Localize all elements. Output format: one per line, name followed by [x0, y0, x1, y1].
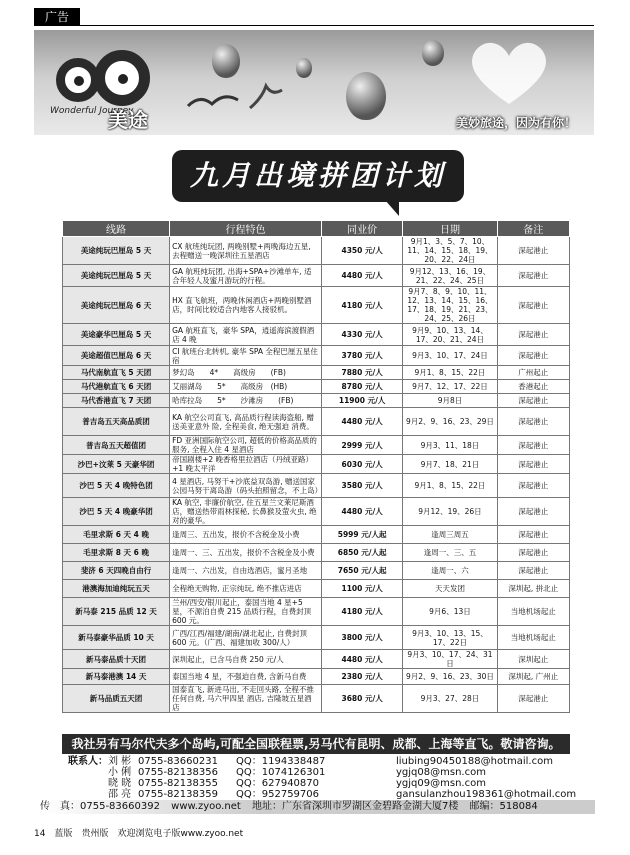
note-cell: 深起港止 [497, 324, 569, 346]
table-body [63, 237, 570, 713]
price-cell: 7880 元/人 [321, 366, 402, 380]
feature-cell: 逢周一、三、五出发，报价不含税金及小费 [170, 544, 322, 562]
table-row [63, 685, 570, 713]
note-cell: 深起港止 [497, 436, 569, 455]
note-cell: 深圳起, 拼北止 [497, 580, 569, 598]
feature-cell: 广西/江西/福建/湖南/湖北起止, 自费封顶 600 元。（广西、福建加收 300/人） [170, 626, 322, 650]
table-row [63, 455, 570, 474]
note-cell: 深起港止 [497, 394, 569, 408]
feature-cell: CX 航班纯玩团, 两晚别墅+两晚海边五星, 去程赠送一晚深圳往五星酒店 [170, 237, 322, 265]
table-row [63, 237, 570, 265]
feature-cell: 逢周一、六出发，自由选酒店，蜜月圣地 [170, 562, 322, 580]
dates-cell: 9月12、13、16、19、21、22、24、25日 [403, 265, 497, 287]
dates-cell: 9月1、8、15、22日 [403, 366, 497, 380]
contact-name: 小 俐 [108, 767, 132, 778]
dates-cell: 天天发团 [403, 580, 497, 598]
contact-email[interactable]: liubing90450188@hotmail.com [396, 756, 553, 767]
price-cell: 6030 元/人 [321, 455, 402, 474]
note-cell: 深起港止 [497, 408, 569, 436]
price-cell: 4350 元/人 [321, 237, 402, 265]
feature-cell: CI 航班台北转机, 豪华 SPA 全程巴厘五星住宿 [170, 346, 322, 366]
contact-row [68, 778, 576, 789]
contact-qq: QQ：1074126301 [236, 767, 326, 778]
dates-cell: 9月7、18、21日 [403, 455, 497, 474]
route-cell: 马代香港直飞 7 天团 [63, 394, 170, 408]
contact-row [68, 789, 576, 800]
feature-cell: 深圳起止，已含马自费 250 元/人 [170, 650, 322, 669]
price-cell: 4480 元/人 [321, 408, 402, 436]
postcode-text: 邮编：518084 [469, 801, 538, 812]
table-row [63, 265, 570, 287]
contact-email[interactable]: gansulanzhou198361@hotmail.com [396, 789, 577, 800]
header-feature: 行程特色 [170, 221, 322, 237]
contact-list [68, 756, 576, 800]
dates-cell: 逢周一、六 [403, 562, 497, 580]
price-cell: 3780 元/人 [321, 346, 402, 366]
dates-cell: 9月3、10、17、24、31日 [403, 650, 497, 669]
note-cell: 当地机场起止 [497, 598, 569, 626]
price-cell: 7650 元/人起 [321, 562, 402, 580]
dates-cell: 9月7、8、9、10、11、12、13、14、15、16、17、18、19、21、23、24、25、26日 [403, 287, 497, 324]
route-cell: 美途纯玩巴厘岛 5 天 [63, 265, 170, 287]
note-cell: 深起港止 [497, 287, 569, 324]
route-cell: 普吉岛五天超值团 [63, 436, 170, 455]
brand-banner [34, 30, 594, 135]
price-cell: 4480 元/人 [321, 498, 402, 526]
feature-cell: KA 航空, 非廉价航空, 住五星兰文莱尼斯酒店，赠送热带雨林探秘, 长鼻猴及萤火虫, 绝对的豪华。 [170, 498, 322, 526]
note-cell: 深起港止 [497, 346, 569, 366]
contact-email[interactable]: ygjq09@msn.com [396, 778, 486, 789]
brand-logo [50, 40, 180, 132]
logo-eye-right [118, 74, 128, 84]
table-row [63, 380, 570, 394]
note-cell: 深起港止 [497, 474, 569, 498]
dates-cell: 9月8日 [403, 394, 497, 408]
top-divider [34, 25, 594, 26]
price-cell: 4330 元/人 [321, 324, 402, 346]
table-row [63, 562, 570, 580]
table-row [63, 544, 570, 562]
address-text: 地址：广东省深圳市罗湖区金碧路金湖大厦7楼 [251, 801, 459, 812]
price-cell: 4480 元/人 [321, 265, 402, 287]
feature-cell: GA 航班直飞，豪华 SPA，逍遥海滨渡假酒店 4 晚 [170, 324, 322, 346]
route-cell: 毛里求斯 8 天 6 晚 [63, 544, 170, 562]
price-cell: 4180 元/人 [321, 287, 402, 324]
route-cell: 美途超值巴厘岛 6 天 [63, 346, 170, 366]
heart-icon [464, 38, 554, 108]
table-row [63, 346, 570, 366]
contact-phone: 0755-82138359 [138, 789, 218, 800]
feature-cell: HX 直飞航班，两晚休闲酒店+两晚别墅酒店，时间比较适合内地客人接驳机。 [170, 287, 322, 324]
balloon-icon [212, 44, 240, 78]
feature-cell: GA 航班纯玩团, 出海+SPA+沙滩单车, 适合年轻人及蜜月游玩的行程。 [170, 265, 322, 287]
contact-qq: QQ：627940870 [236, 778, 320, 789]
table-header-row [63, 221, 570, 237]
feature-cell: 梦幻岛 4* 高级房 (FB) [170, 366, 322, 380]
table-row [63, 366, 570, 380]
route-cell: 马代南航直飞 5 天团 [63, 366, 170, 380]
dates-cell: 逢周一、三、五 [403, 544, 497, 562]
route-cell: 普吉岛五天高品质团 [63, 408, 170, 436]
route-cell: 新马品质五天团 [63, 685, 170, 713]
note-cell: 深圳起止 [497, 650, 569, 669]
table-row [63, 474, 570, 498]
table-row [63, 436, 570, 455]
note-cell: 深起港止 [497, 526, 569, 544]
price-cell: 8780 元/人 [321, 380, 402, 394]
note-cell: 当地机场起止 [497, 626, 569, 650]
route-cell: 沙巴+汶莱 5 天豪华团 [63, 455, 170, 474]
header-dates: 日期 [403, 221, 497, 237]
table-row [63, 498, 570, 526]
contact-name: 刘 彬 [108, 756, 132, 767]
note-cell: 深起港止 [497, 455, 569, 474]
price-cell: 1100 元/人 [321, 580, 402, 598]
table-row [63, 580, 570, 598]
dates-cell: 逢周三周五 [403, 526, 497, 544]
feature-cell: 逢周三、五出发，报价不含税金及小费 [170, 526, 322, 544]
contact-phone: 0755-82138356 [138, 767, 218, 778]
feature-cell: FD 亚洲国际航空公司, 超低的价格高品质的服务, 全程入住 4 星酒店 [170, 436, 322, 455]
contact-phone: 0755-83660231 [138, 756, 218, 767]
feature-cell: 哈库拉岛 5* 沙滩房 (FB) [170, 394, 322, 408]
dates-cell: 9月3、11、18日 [403, 436, 497, 455]
title-bubble-tail [385, 200, 399, 216]
feature-cell: 4 星酒店, 马努干+沙底益双岛游, 赠送国家公园马努干离岛游（码头拍照留念，不上岛） [170, 474, 322, 498]
bottom-banner: 我社另有马尔代夫多个岛屿,可配全国联程票,另马代有昆明、成都、上海等直飞。敬请咨询。 [62, 734, 570, 754]
table-row [63, 650, 570, 669]
logo-eye-left [74, 76, 84, 86]
tour-table [62, 220, 570, 713]
brand-slogan: 美妙旅途，因为有你！ [455, 116, 576, 130]
route-cell: 沙巴 5 天 4 晚豪华团 [63, 498, 170, 526]
note-cell: 深起港止 [497, 562, 569, 580]
header-route: 线路 [63, 221, 170, 237]
table-row [63, 598, 570, 626]
table-row [63, 324, 570, 346]
balloon-icon [422, 40, 444, 66]
seagull-icon [186, 88, 246, 118]
dates-cell: 9月3、10、17、24日 [403, 346, 497, 366]
dates-cell: 9月7、12、17、22日 [403, 380, 497, 394]
note-cell: 深圳起, 广州止 [497, 669, 569, 685]
route-cell: 新马泰豪华品质 10 天 [63, 626, 170, 650]
feature-cell: 帝国剧楼+2 晚香格里拉酒店（丹绒亚路）+1 晚太平洋 [170, 455, 322, 474]
contact-email[interactable]: ygjq08@msn.com [396, 767, 486, 778]
table-row [63, 669, 570, 685]
website-link[interactable]: www.zyoo.net [171, 801, 241, 812]
balloon-icon [296, 58, 312, 78]
note-cell: 深起港止 [497, 685, 569, 713]
contact-name: 晓 晓 [108, 778, 132, 789]
route-cell: 新马泰品质十天团 [63, 650, 170, 669]
feature-cell: 国泰直飞, 新进马出, 不走回头路, 全程不推任何自费, 马六甲四星 酒店, 吉隆坡五星酒店 [170, 685, 322, 713]
route-cell: 美途豪华巴厘岛 5 天 [63, 324, 170, 346]
feature-cell: 艾丽湖岛 5* 高级房 (HB) [170, 380, 322, 394]
table-row [63, 408, 570, 436]
price-cell: 3680 元/人 [321, 685, 402, 713]
dates-cell: 9月1、8、15、22日 [403, 474, 497, 498]
feature-cell: 兰州/西安/银川起止，泰国当地 4 星+5 星，不源泊自费 215 品质行程，自费封顶 600 元。 [170, 598, 322, 626]
note-cell: 香港起止 [497, 380, 569, 394]
note-cell: 深起港止 [497, 265, 569, 287]
contact-name: 邵 亮 [108, 789, 132, 800]
price-cell: 2999 元/人 [321, 436, 402, 455]
price-cell: 2380 元/人 [321, 669, 402, 685]
contact-qq: QQ：952759706 [236, 789, 320, 800]
feature-cell: KA 航空公司直飞, 高品质行程读海盗船, 赠送美亚意外 险, 全程美食, 绝无强迫 消费。 [170, 408, 322, 436]
price-cell: 3800 元/人 [321, 626, 402, 650]
dates-cell: 9月2、9、16、23、29日 [403, 408, 497, 436]
price-cell: 3580 元/人 [321, 474, 402, 498]
feature-cell: 泰国当地 4 星，不强迫自费, 含新马自费 [170, 669, 322, 685]
price-cell: 6850 元/人起 [321, 544, 402, 562]
ad-tag: 广告 [34, 8, 80, 26]
dates-cell: 9月6、13日 [403, 598, 497, 626]
note-cell: 广州起止 [497, 366, 569, 380]
price-cell: 4180 元/人 [321, 598, 402, 626]
page-footer: 14 蓝版 贵州版 欢迎浏览电子版www.zyoo.net [34, 829, 244, 839]
route-cell: 美途纯玩巴厘岛 5 天 [63, 237, 170, 265]
route-cell: 马代港航直飞 6 天团 [63, 380, 170, 394]
note-cell: 深起港止 [497, 498, 569, 526]
feature-cell: 全程绝无购物, 正宗纯玩, 绝不推店进店 [170, 580, 322, 598]
contact-row [68, 767, 576, 778]
route-cell: 新马泰 215 品质 12 天 [63, 598, 170, 626]
dates-cell: 9月12、19、26日 [403, 498, 497, 526]
route-cell: 沙巴 5 天 4 晚特色团 [63, 474, 170, 498]
route-cell: 港澳海加迪纯玩五天 [63, 580, 170, 598]
dates-cell: 9月9、10、13、14、17、20、21、24日 [403, 324, 497, 346]
route-cell: 美途纯玩巴厘岛 6 天 [63, 287, 170, 324]
table-row [63, 394, 570, 408]
dates-cell: 9月3、27、28日 [403, 685, 497, 713]
route-cell: 斐济 6 天四晚自由行 [63, 562, 170, 580]
fax-number: 传 真：0755-83660392 [40, 801, 160, 812]
seagull-icon [246, 78, 286, 114]
table-row [63, 626, 570, 650]
contact-phone: 0755-82138355 [138, 778, 218, 789]
contact-row [68, 756, 576, 767]
contact-label: 联系人： [68, 756, 108, 767]
logo-chinese: 美途 [108, 108, 148, 132]
price-cell: 5999 元/人起 [321, 526, 402, 544]
note-cell: 深起港止 [497, 544, 569, 562]
table-row [63, 526, 570, 544]
logo-english: Wonderful Journey [50, 106, 134, 116]
page-title: 九月出境拼团计划 [172, 150, 464, 202]
header-note: 备注 [497, 221, 569, 237]
contact-qq: QQ：1194338487 [236, 756, 326, 767]
dates-cell: 9月3、10、13、15、17、22日 [403, 626, 497, 650]
price-cell: 4480 元/人 [321, 650, 402, 669]
price-cell: 11900 元/人 [321, 394, 402, 408]
dates-cell: 9月2、9、16、23、30日 [403, 669, 497, 685]
balloon-icon [346, 72, 386, 120]
table-row [63, 287, 570, 324]
route-cell: 新马泰港澳 14 天 [63, 669, 170, 685]
header-price: 同业价 [321, 221, 402, 237]
route-cell: 毛里求斯 6 天 4 晚 [63, 526, 170, 544]
dates-cell: 9月1、3、5、7、10、11、14、15、18、19、20、22、24日 [403, 237, 497, 265]
fax-address-bar [40, 800, 595, 814]
note-cell: 深起港止 [497, 237, 569, 265]
